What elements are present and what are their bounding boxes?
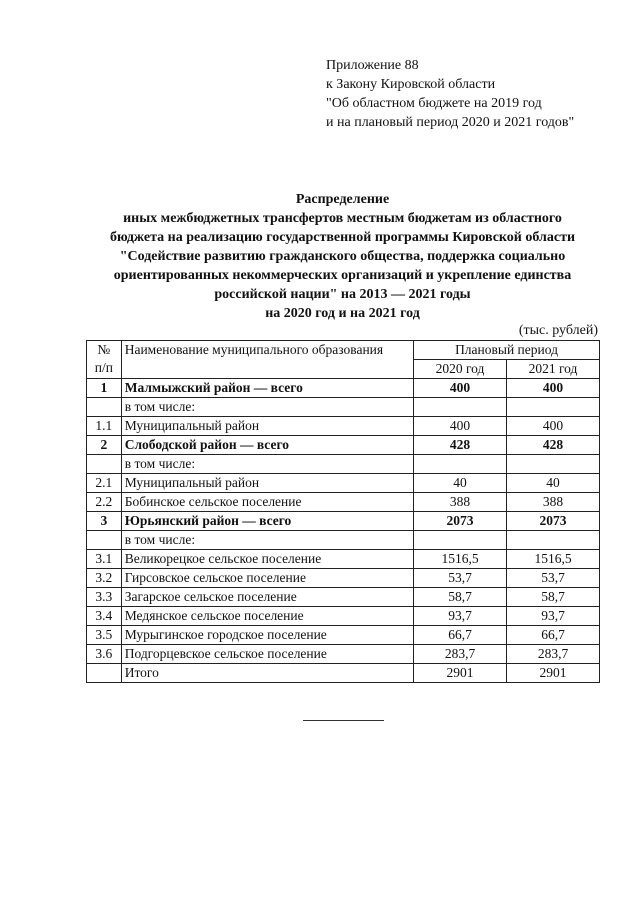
row-value-2020: 2901 — [414, 664, 507, 683]
row-name: Малмыжский район — всего — [121, 379, 413, 398]
row-num — [87, 531, 122, 550]
row-value-2020: 428 — [414, 436, 507, 455]
row-value-2021: 58,7 — [507, 588, 600, 607]
row-value-2020: 53,7 — [414, 569, 507, 588]
table-row — [87, 455, 600, 474]
annex-line: Приложение 88 — [326, 58, 419, 73]
row-num: 3.2 — [87, 569, 122, 588]
row-num — [87, 664, 122, 683]
row-value-2020 — [414, 455, 507, 474]
row-num: 2.2 — [87, 493, 122, 512]
row-value-2021: 40 — [507, 474, 600, 493]
heading-line: Распределение — [295, 192, 390, 207]
row-value-2021: 283,7 — [507, 645, 600, 664]
table-row — [87, 379, 600, 398]
header-num-line1: № — [97, 342, 111, 357]
table-row — [87, 531, 600, 550]
table-row — [87, 626, 600, 645]
table-row — [87, 398, 600, 417]
row-name: Бобинское сельское поселение — [121, 493, 413, 512]
table-row — [87, 607, 600, 626]
row-value-2020: 2073 — [414, 512, 507, 531]
row-value-2021 — [507, 531, 600, 550]
heading-line: иных межбюджетных трансфертов местным бюджетам из областного — [123, 211, 562, 226]
table-row — [87, 512, 600, 531]
annex-line: к Закону Кировской области — [326, 77, 496, 92]
annex-line: "Об областном бюджете на 2019 год — [326, 96, 542, 111]
row-value-2021: 400 — [507, 417, 600, 436]
annex-line: и на плановый период 2020 и 2021 годов" — [326, 115, 575, 130]
row-value-2021: 1516,5 — [507, 550, 600, 569]
header-year-2021: 2021 год — [507, 360, 600, 379]
table-row — [87, 474, 600, 493]
row-name: Муниципальный район — [121, 474, 413, 493]
table-row — [87, 664, 600, 683]
row-value-2021: 66,7 — [507, 626, 600, 645]
row-num: 3.1 — [87, 550, 122, 569]
row-num — [87, 398, 122, 417]
header-year-2020: 2020 год — [414, 360, 507, 379]
row-num: 1.1 — [87, 417, 122, 436]
row-name: Юрьянский район — всего — [121, 512, 413, 531]
row-name: Гирсовское сельское поселение — [121, 569, 413, 588]
row-value-2021: 400 — [507, 379, 600, 398]
signature-line — [303, 720, 384, 721]
row-num — [87, 455, 122, 474]
distribution-table — [86, 340, 600, 683]
table-row — [87, 436, 600, 455]
heading-line: "Содействие развитию гражданского общества, поддержка социально — [119, 249, 566, 264]
header-num — [87, 341, 122, 379]
row-value-2021: 93,7 — [507, 607, 600, 626]
row-value-2020 — [414, 398, 507, 417]
row-num: 2 — [87, 436, 122, 455]
row-name: в том числе: — [121, 398, 413, 417]
annex-block — [326, 56, 574, 132]
row-name: Великорецкое сельское поселение — [121, 550, 413, 569]
row-value-2020: 283,7 — [414, 645, 507, 664]
header-name: Наименование муниципального образования — [121, 341, 413, 379]
row-value-2021: 388 — [507, 493, 600, 512]
row-num: 1 — [87, 379, 122, 398]
row-value-2020: 400 — [414, 379, 507, 398]
row-value-2020: 93,7 — [414, 607, 507, 626]
row-name: в том числе: — [121, 531, 413, 550]
row-value-2020: 388 — [414, 493, 507, 512]
table-row — [87, 493, 600, 512]
row-value-2020 — [414, 531, 507, 550]
row-value-2020: 1516,5 — [414, 550, 507, 569]
row-num: 3.6 — [87, 645, 122, 664]
heading-line: ориентированных некоммерческих организаций и укрепление единства — [113, 268, 572, 283]
row-name: Медянское сельское поселение — [121, 607, 413, 626]
row-value-2020: 66,7 — [414, 626, 507, 645]
heading-line: на 2020 год и на 2021 год — [265, 306, 420, 321]
row-name: Подгорцевское сельское поселение — [121, 645, 413, 664]
table-row — [87, 588, 600, 607]
row-value-2021: 2073 — [507, 512, 600, 531]
row-num: 2.1 — [87, 474, 122, 493]
table-row — [87, 417, 600, 436]
heading-line: российской нации" на 2013 — 2021 годы — [214, 287, 471, 302]
header-period: Плановый период — [414, 341, 600, 360]
row-num: 3.5 — [87, 626, 122, 645]
row-value-2021: 2901 — [507, 664, 600, 683]
row-value-2020: 58,7 — [414, 588, 507, 607]
row-num: 3.4 — [87, 607, 122, 626]
row-value-2020: 400 — [414, 417, 507, 436]
row-value-2020: 40 — [414, 474, 507, 493]
row-name: Слободской район — всего — [121, 436, 413, 455]
units-label: (тыс. рублей) — [518, 323, 598, 338]
header-num-line2: п/п — [94, 360, 113, 375]
row-name: Загарское сельское поселение — [121, 588, 413, 607]
row-value-2021: 53,7 — [507, 569, 600, 588]
table-row — [87, 550, 600, 569]
table-row — [87, 569, 600, 588]
document-heading — [80, 190, 605, 323]
row-value-2021: 428 — [507, 436, 600, 455]
table-header-row — [87, 341, 600, 360]
row-name: Мурыгинское городское поселение — [121, 626, 413, 645]
row-name: Итого — [121, 664, 413, 683]
table-row — [87, 645, 600, 664]
heading-line: бюджета на реализацию государственной программы Кировской области — [109, 230, 576, 245]
row-value-2021 — [507, 398, 600, 417]
row-name: Муниципальный район — [121, 417, 413, 436]
row-num: 3 — [87, 512, 122, 531]
row-value-2021 — [507, 455, 600, 474]
row-num: 3.3 — [87, 588, 122, 607]
row-name: в том числе: — [121, 455, 413, 474]
